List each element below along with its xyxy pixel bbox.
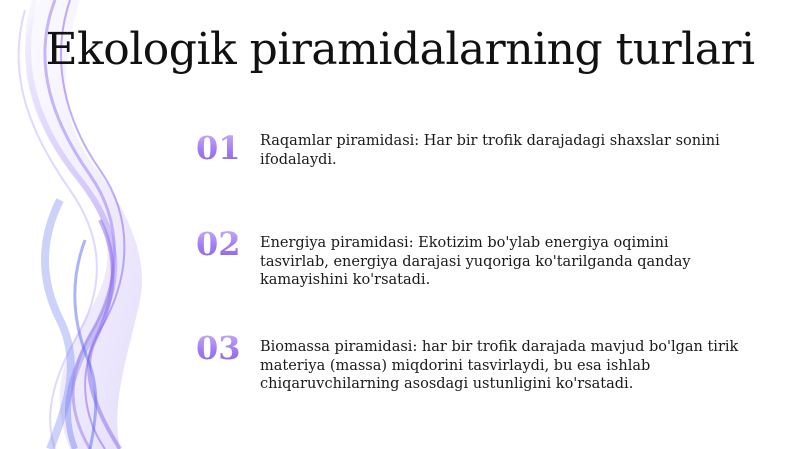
slide-title: Ekologik piramidalarning turlari [45,24,755,75]
item-text: Energiya piramidasi: Ekotizim bo'ylab energiya oqimini tasvirlab, energiya darajasi yuqoriga ko'tarilganda qanday kamayishini ko'rsatadi. [260,235,691,288]
item-number: 01 [196,130,256,166]
item-text: Biomassa piramidasi: har bir trofik darajada mavjud bo'lgan tirik materiya (massa) miqdorini tasvirlaydi, bu esa ishlab chiqaruvchilarning asosdagi ustunligini ko'rsatadi. [260,339,739,392]
item-number: 02 [196,226,256,262]
item-text: Raqamlar piramidasi: Har bir trofik darajadagi shaxslar sonini ifodalaydi. [260,133,720,168]
item-number: 03 [196,330,256,366]
